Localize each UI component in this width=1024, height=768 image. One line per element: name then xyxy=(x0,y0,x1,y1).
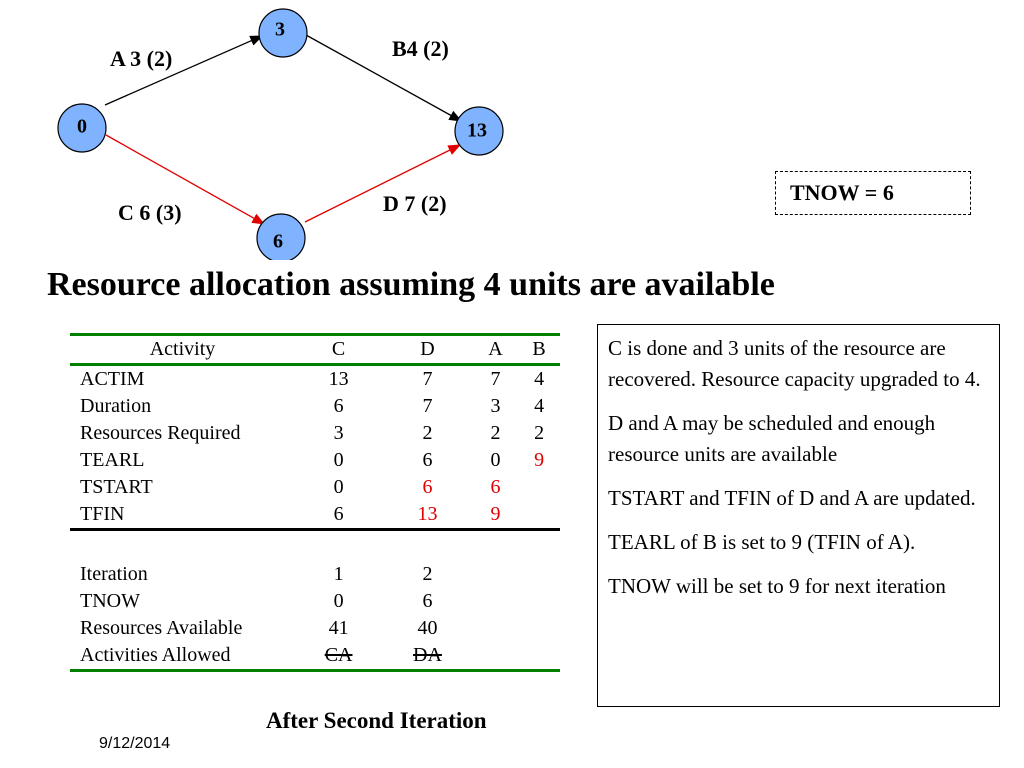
table-header-row xyxy=(70,335,560,365)
table-row xyxy=(70,615,560,642)
header-activity: Activity xyxy=(70,335,295,365)
cell xyxy=(518,474,560,501)
note-paragraph: C is done and 3 units of the resource are recovered. Resource capacity upgraded to 4. xyxy=(608,336,981,391)
cell-updated: 9 xyxy=(534,449,545,471)
row-label: TSTART xyxy=(80,476,153,498)
table-row xyxy=(70,501,560,530)
cell: 6 xyxy=(295,501,382,530)
cell-updated: 6 xyxy=(490,476,501,498)
cell-updated: 9 xyxy=(473,501,518,530)
slide-date: 9/12/2014 xyxy=(99,735,171,752)
footer-caption: After Second Iteration xyxy=(266,708,487,733)
table-row xyxy=(70,642,560,671)
cell: 4 xyxy=(534,368,545,390)
row-label: Resources Required xyxy=(80,422,241,444)
edge-A-label: A 3 (2) xyxy=(110,46,173,71)
table-row xyxy=(70,420,560,447)
cell: 7 xyxy=(422,395,433,417)
table-row xyxy=(70,447,560,474)
cell: 3 xyxy=(333,422,344,444)
edge-B-label: B4 (2) xyxy=(392,36,449,61)
note-paragraph: D and A may be scheduled and enough resource units are available xyxy=(608,411,936,466)
cell-updated: 13 xyxy=(382,501,473,530)
cell: 0 xyxy=(490,449,501,471)
project-network-diagram xyxy=(0,0,1024,260)
cell: 2 xyxy=(490,422,501,444)
row-label: TNOW xyxy=(80,590,140,612)
note-paragraph: TSTART and TFIN of D and A are updated. xyxy=(608,486,976,510)
cell: 4 xyxy=(534,395,545,417)
header-d: D xyxy=(382,335,473,365)
cell: 13 xyxy=(328,368,349,390)
table-row xyxy=(70,365,560,394)
cell-updated: 6 xyxy=(422,476,433,498)
row-label: Iteration xyxy=(80,563,148,585)
node-13-label: 13 xyxy=(467,119,487,142)
cell: 40 xyxy=(417,617,438,639)
explanation-box xyxy=(597,324,1000,707)
table-row xyxy=(70,393,560,420)
cell: 2 xyxy=(422,563,433,585)
node-0-label: 0 xyxy=(77,115,87,138)
edge-D-label: D 7 (2) xyxy=(383,191,447,216)
header-a: A xyxy=(473,335,518,365)
cell: 0 xyxy=(333,449,344,471)
table-spacer xyxy=(70,530,560,562)
cell: 0 xyxy=(333,476,344,498)
cell: 6 xyxy=(422,449,433,471)
struck-text: CA xyxy=(324,644,353,666)
header-b: B xyxy=(518,335,560,365)
cell: 0 xyxy=(333,590,344,612)
node-3-label: 3 xyxy=(275,18,285,41)
edge-C-label: C 6 (3) xyxy=(118,200,182,225)
node-6 xyxy=(257,214,305,260)
node-0 xyxy=(58,104,106,152)
table-row xyxy=(70,588,560,615)
header-c: C xyxy=(295,335,382,365)
cell: 7 xyxy=(422,368,433,390)
allocation-table xyxy=(70,333,560,672)
cell-strikethrough xyxy=(295,642,382,671)
cell: 7 xyxy=(490,368,501,390)
cell: 3 xyxy=(490,395,501,417)
row-label: TFIN xyxy=(70,501,295,530)
headline: Resource allocation assuming 4 units are available xyxy=(47,266,775,303)
row-label: Resources Available xyxy=(80,617,243,639)
cell: 41 xyxy=(328,617,349,639)
node-6-label: 6 xyxy=(273,230,283,253)
cell: 1 xyxy=(333,563,344,585)
table-row xyxy=(70,474,560,501)
row-label: TEARL xyxy=(80,449,145,471)
row-label: ACTIM xyxy=(80,368,145,390)
table-row xyxy=(70,561,560,588)
cell: 6 xyxy=(422,590,433,612)
note-paragraph: TNOW will be set to 9 for next iteration xyxy=(608,574,946,598)
note-paragraph: TEARL of B is set to 9 (TFIN of A). xyxy=(608,530,916,554)
node-13 xyxy=(455,107,503,155)
cell: 2 xyxy=(534,422,545,444)
cell xyxy=(518,501,560,530)
tnow-box: TNOW = 6 xyxy=(775,171,971,215)
node-3 xyxy=(259,9,307,57)
row-label: Activities Allowed xyxy=(70,642,295,671)
struck-text: DA xyxy=(413,644,442,666)
cell-strikethrough xyxy=(382,642,473,671)
cell: 6 xyxy=(333,395,344,417)
row-label: Duration xyxy=(80,395,152,417)
cell: 2 xyxy=(422,422,433,444)
